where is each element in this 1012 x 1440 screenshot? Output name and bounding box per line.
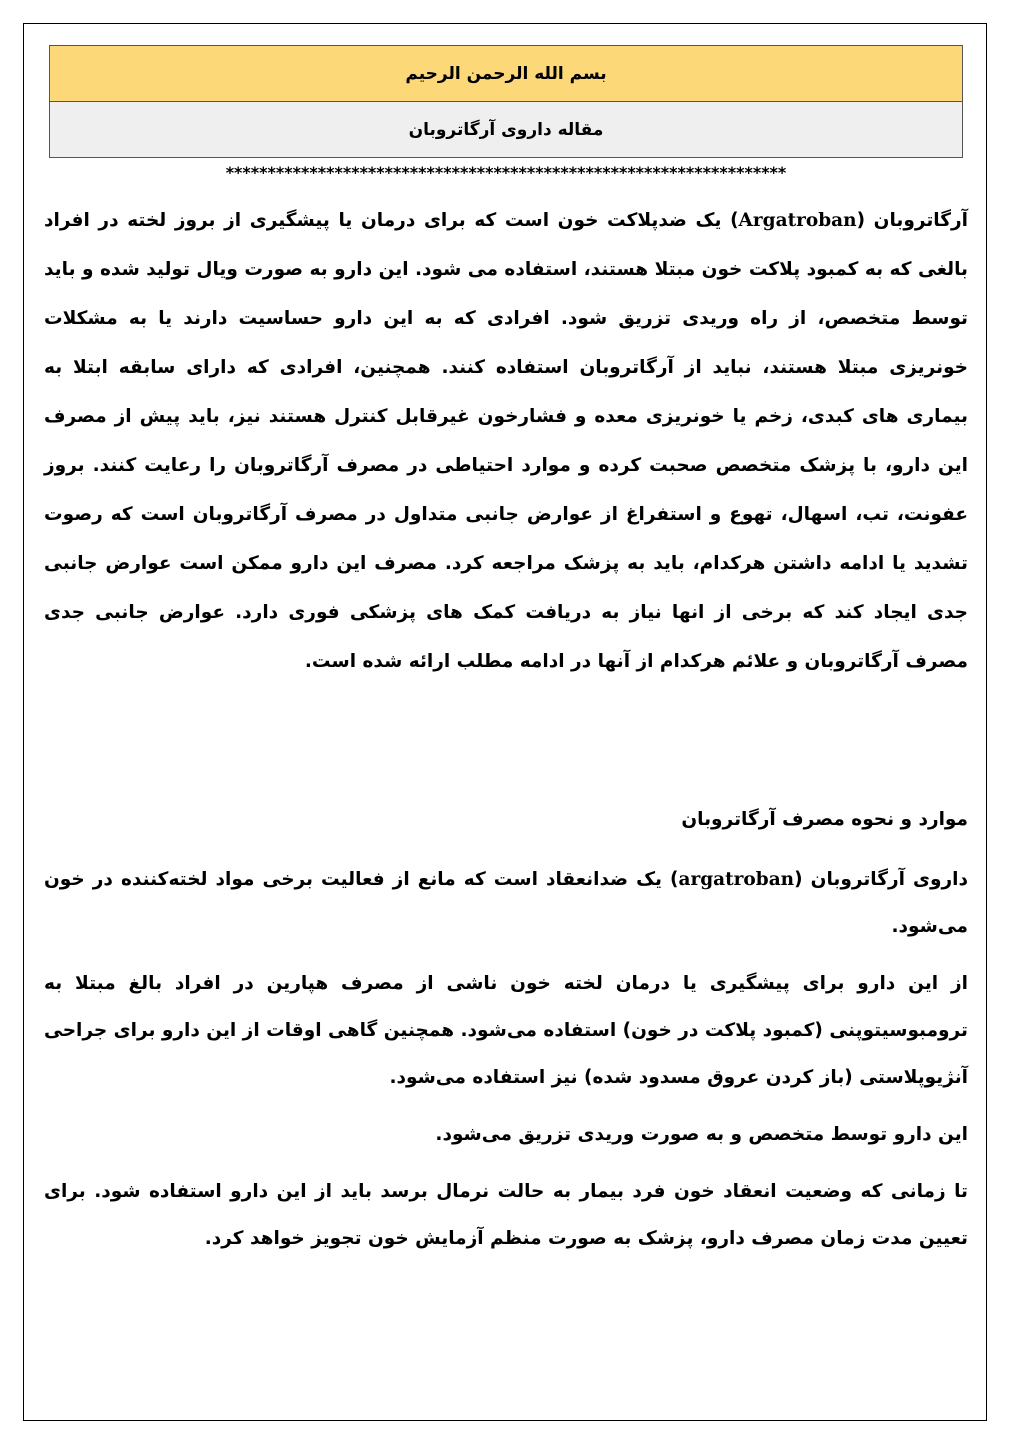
usage-paragraph-1 <box>44 856 968 950</box>
article-title: مقاله داروی آرگاتروبان <box>408 119 604 140</box>
basmala-text: بسم الله الرحمن الرحیم <box>405 63 607 84</box>
usage-p1-start: داروی آرگاتروبان ( <box>794 869 968 890</box>
title-row <box>50 102 962 157</box>
usage-paragraph-3: این دارو توسط متخصص و به صورت وریدی تزریق می‌شود. <box>435 1124 968 1145</box>
usage-section <box>44 856 968 1272</box>
section-heading: موارد و نحوه مصرف آرگاتروبان <box>681 809 968 830</box>
intro-paragraph <box>44 196 968 686</box>
basmala-row <box>50 46 962 102</box>
article-body <box>44 196 968 1249</box>
header-table <box>49 45 963 158</box>
usage-paragraph-2: از این دارو برای پیشگیری یا درمان لخته خون ناشی از مصرف هپارین در افراد بالغ مبتلا به ترومبوسیتوپنی (کمبود پلاکت در خون) استفاده می‌شود. همچنین گاهی اوقات از این دارو برای جراحی آنژیوپلاستی (باز کردن عروق مسدود شده) نیز استفاده می‌شود. <box>44 973 968 1088</box>
usage-p1-rest: ) یک ضدانعقاد است که مانع از فعالیت برخی مواد لخته‌کننده در خون می‌شود. <box>44 869 968 937</box>
star-separator: ******************************************************************* <box>225 163 787 182</box>
drug-name-english-lower: argatroban <box>678 869 795 890</box>
drug-name-english: Argatroban <box>738 210 857 231</box>
intro-text-start: آرگاتروبان ( <box>856 210 968 231</box>
intro-text-rest: ) یک ضدپلاکت خون است که برای درمان یا پیشگیری از بروز لخته در افراد بالغی که به کمبود پلاکت خون مبتلا هستند، استفاده می شود. این دارو به صورت ویال تولید شده و باید توسط متخصص، از راه وریدی تزریق شود. افرادی که به این دارو حساسیت دارند یا به مشکلات خونریزی مبتلا هستند، نباید از آرگاتروبان استفاده کنند. همچنین، افرادی که دارای سابقه ابتلا به بیماری های کبدی، زخم یا خونریزی معده و فشارخون غیرقابل کنترل هستند نیز، باید پیش از مصرف این دارو، با پزشک متخصص صحبت کرده و موارد احتیاطی در مصرف آرگاتروبان را رعایت کنند. بروز عفونت، تب، اسهال، تهوع و استفراغ از عوارض جانبی متداول در مصرف آرگاتروبان است که رصوت تشدید یا ادامه داشتن هرکدام، باید به پزشک مراجعه کرد. مصرف این دارو ممکن است عوارض جانبی جدی ایجاد کند که برخی از انها نیاز به دریافت کمک های پزشکی فوری دارد. عوارض جانبی جدی مصرف آرگاتروبان و علائم هرکدام از آنها در ادامه مطلب ارائه شده است. <box>44 210 968 672</box>
usage-paragraph-4: تا زمانی که وضعیت انعقاد خون فرد بیمار به حالت نرمال برسد باید از این دارو استفاده شود. برای تعیین مدت زمان مصرف دارو، پزشک به صورت منظم آزمایش خون تجویز خواهد کرد. <box>44 1181 968 1249</box>
